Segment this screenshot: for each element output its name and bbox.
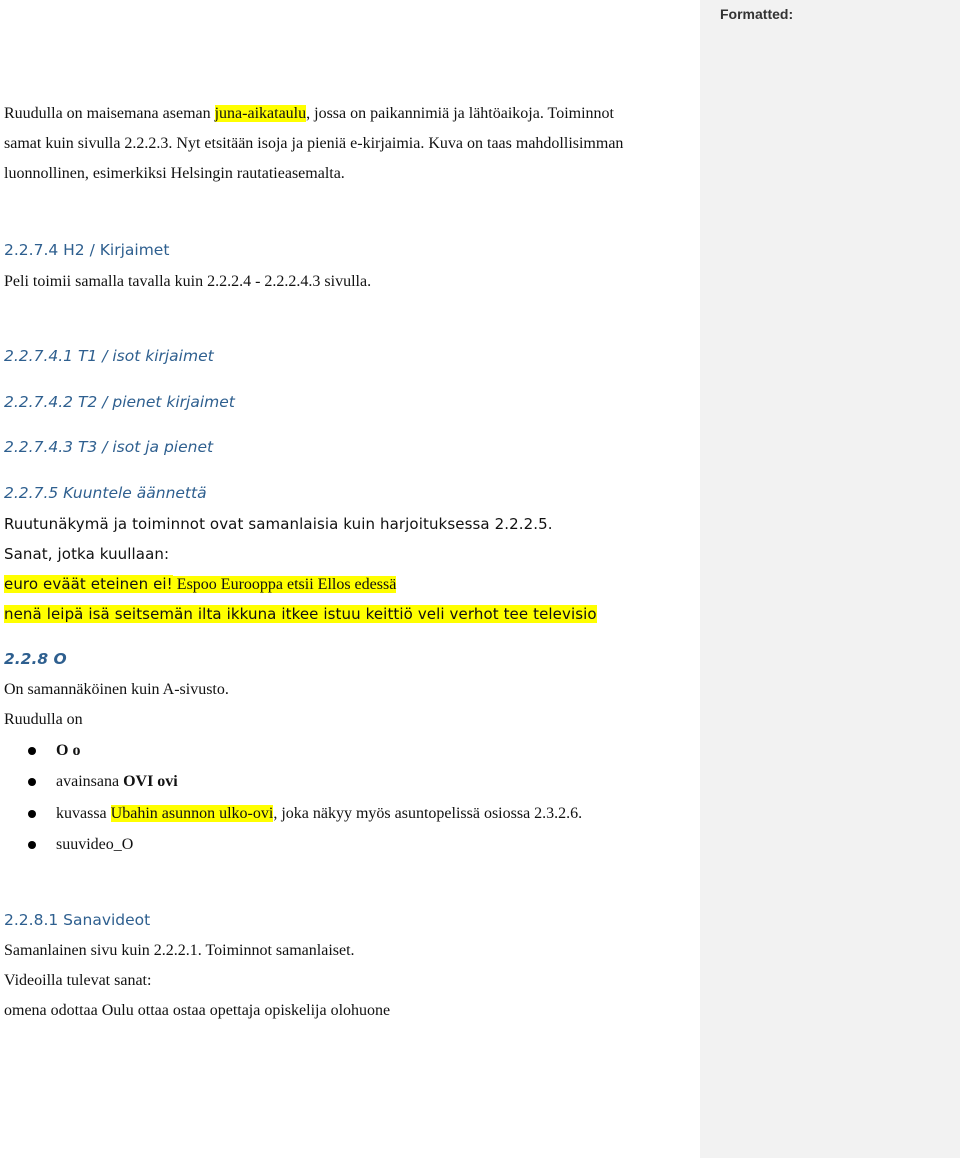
list-item-prefix: kuvassa [56,805,111,822]
heading-2-2-7-4-1: 2.2.7.4.1 T1 / isot kirjaimet [4,347,214,365]
comment-pane-label: Formatted: [720,6,794,22]
words-label: Sanat, jotka kuullaan: [4,545,170,563]
intro-line-2: samat kuin sivulla 2.2.2.3. Nyt etsitään isoja ja pieniä e-kirjaimia. Kuva on taas mahdollisimman [4,135,624,152]
words-line-1-a: euro eväät eteinen ei! [4,575,173,593]
list-item-bold: OVI ovi [123,773,178,790]
heading-2-2-7-4-3: 2.2.7.4.3 T3 / isot ja pienet [4,438,214,456]
heading-2-2-7-4: 2.2.7.4 H2 / Kirjaimet [4,241,170,259]
words-line-2-text: nenä leipä isä seitsemän ilta ikkuna itkee istuu keittiö veli verhot tee televisio [4,605,597,623]
heading-2-2-8: 2.2.8 O [4,650,67,668]
intro-line-3: luonnollinen, esimerkiksi Helsingin rautatieasemalta. [4,165,345,182]
heading-2-2-8-1: 2.2.8.1 Sanavideot [4,911,151,929]
intro-line-1 [4,104,614,124]
body-2-2-7-4: Peli toimii samalla tavalla kuin 2.2.2.4 - 2.2.2.4.3 sivulla. [4,273,372,290]
list-item-suffix: , joka näkyy myös asuntopelissä osiossa 2.3.2.6. [273,805,583,822]
body-2-2-8-1: On samannäköinen kuin A-sivusto. [4,681,229,698]
body-2-2-8-1-a: Samanlainen sivu kuin 2.2.2.1. Toiminnot samanlaiset. [4,942,355,959]
bullet-dot [28,810,36,818]
bullet-dot [28,841,36,849]
words-line-1 [4,574,396,595]
words-line-1-b: Espoo Eurooppa etsii Ellos edessä [172,576,397,593]
list-item [56,804,582,824]
body-2-2-7-5: Ruutunäkymä ja toiminnot ovat samanlaisia kuin harjoituksessa 2.2.2.5. [4,515,553,533]
heading-2-2-7-5: 2.2.7.5 Kuuntele äännettä [4,484,207,502]
intro-text-a: Ruudulla on maisemana aseman [4,105,215,122]
list-item-bold: O o [56,742,81,759]
list-item [56,835,133,855]
list-item-prefix: avainsana [56,773,124,790]
list-item [56,772,178,792]
body-2-2-8-2: Ruudulla on [4,711,83,728]
heading-2-2-7-4-2: 2.2.7.4.2 T2 / pienet kirjaimet [4,393,235,411]
bullet-dot [28,747,36,755]
body-2-2-8-1-b: Videoilla tulevat sanat: [4,972,152,989]
list-item [56,741,80,761]
intro-text-b: , jossa on paikannimiä ja lähtöaikoja. Toiminnot [306,105,614,122]
body-2-2-8-1-c: omena odottaa Oulu ottaa ostaa opettaja opiskelija olohuone [4,1002,391,1019]
highlighted-term-ubahin-asunnon-ulko-ovi: Ubahin asunnon ulko-ovi [110,805,274,822]
list-item-prefix: suuvideo_O [56,836,134,853]
words-line-2 [4,604,597,625]
highlighted-term-juna-aikataulu: juna-aikataulu [214,105,307,122]
comment-pane [700,0,960,1158]
bullet-dot [28,778,36,786]
